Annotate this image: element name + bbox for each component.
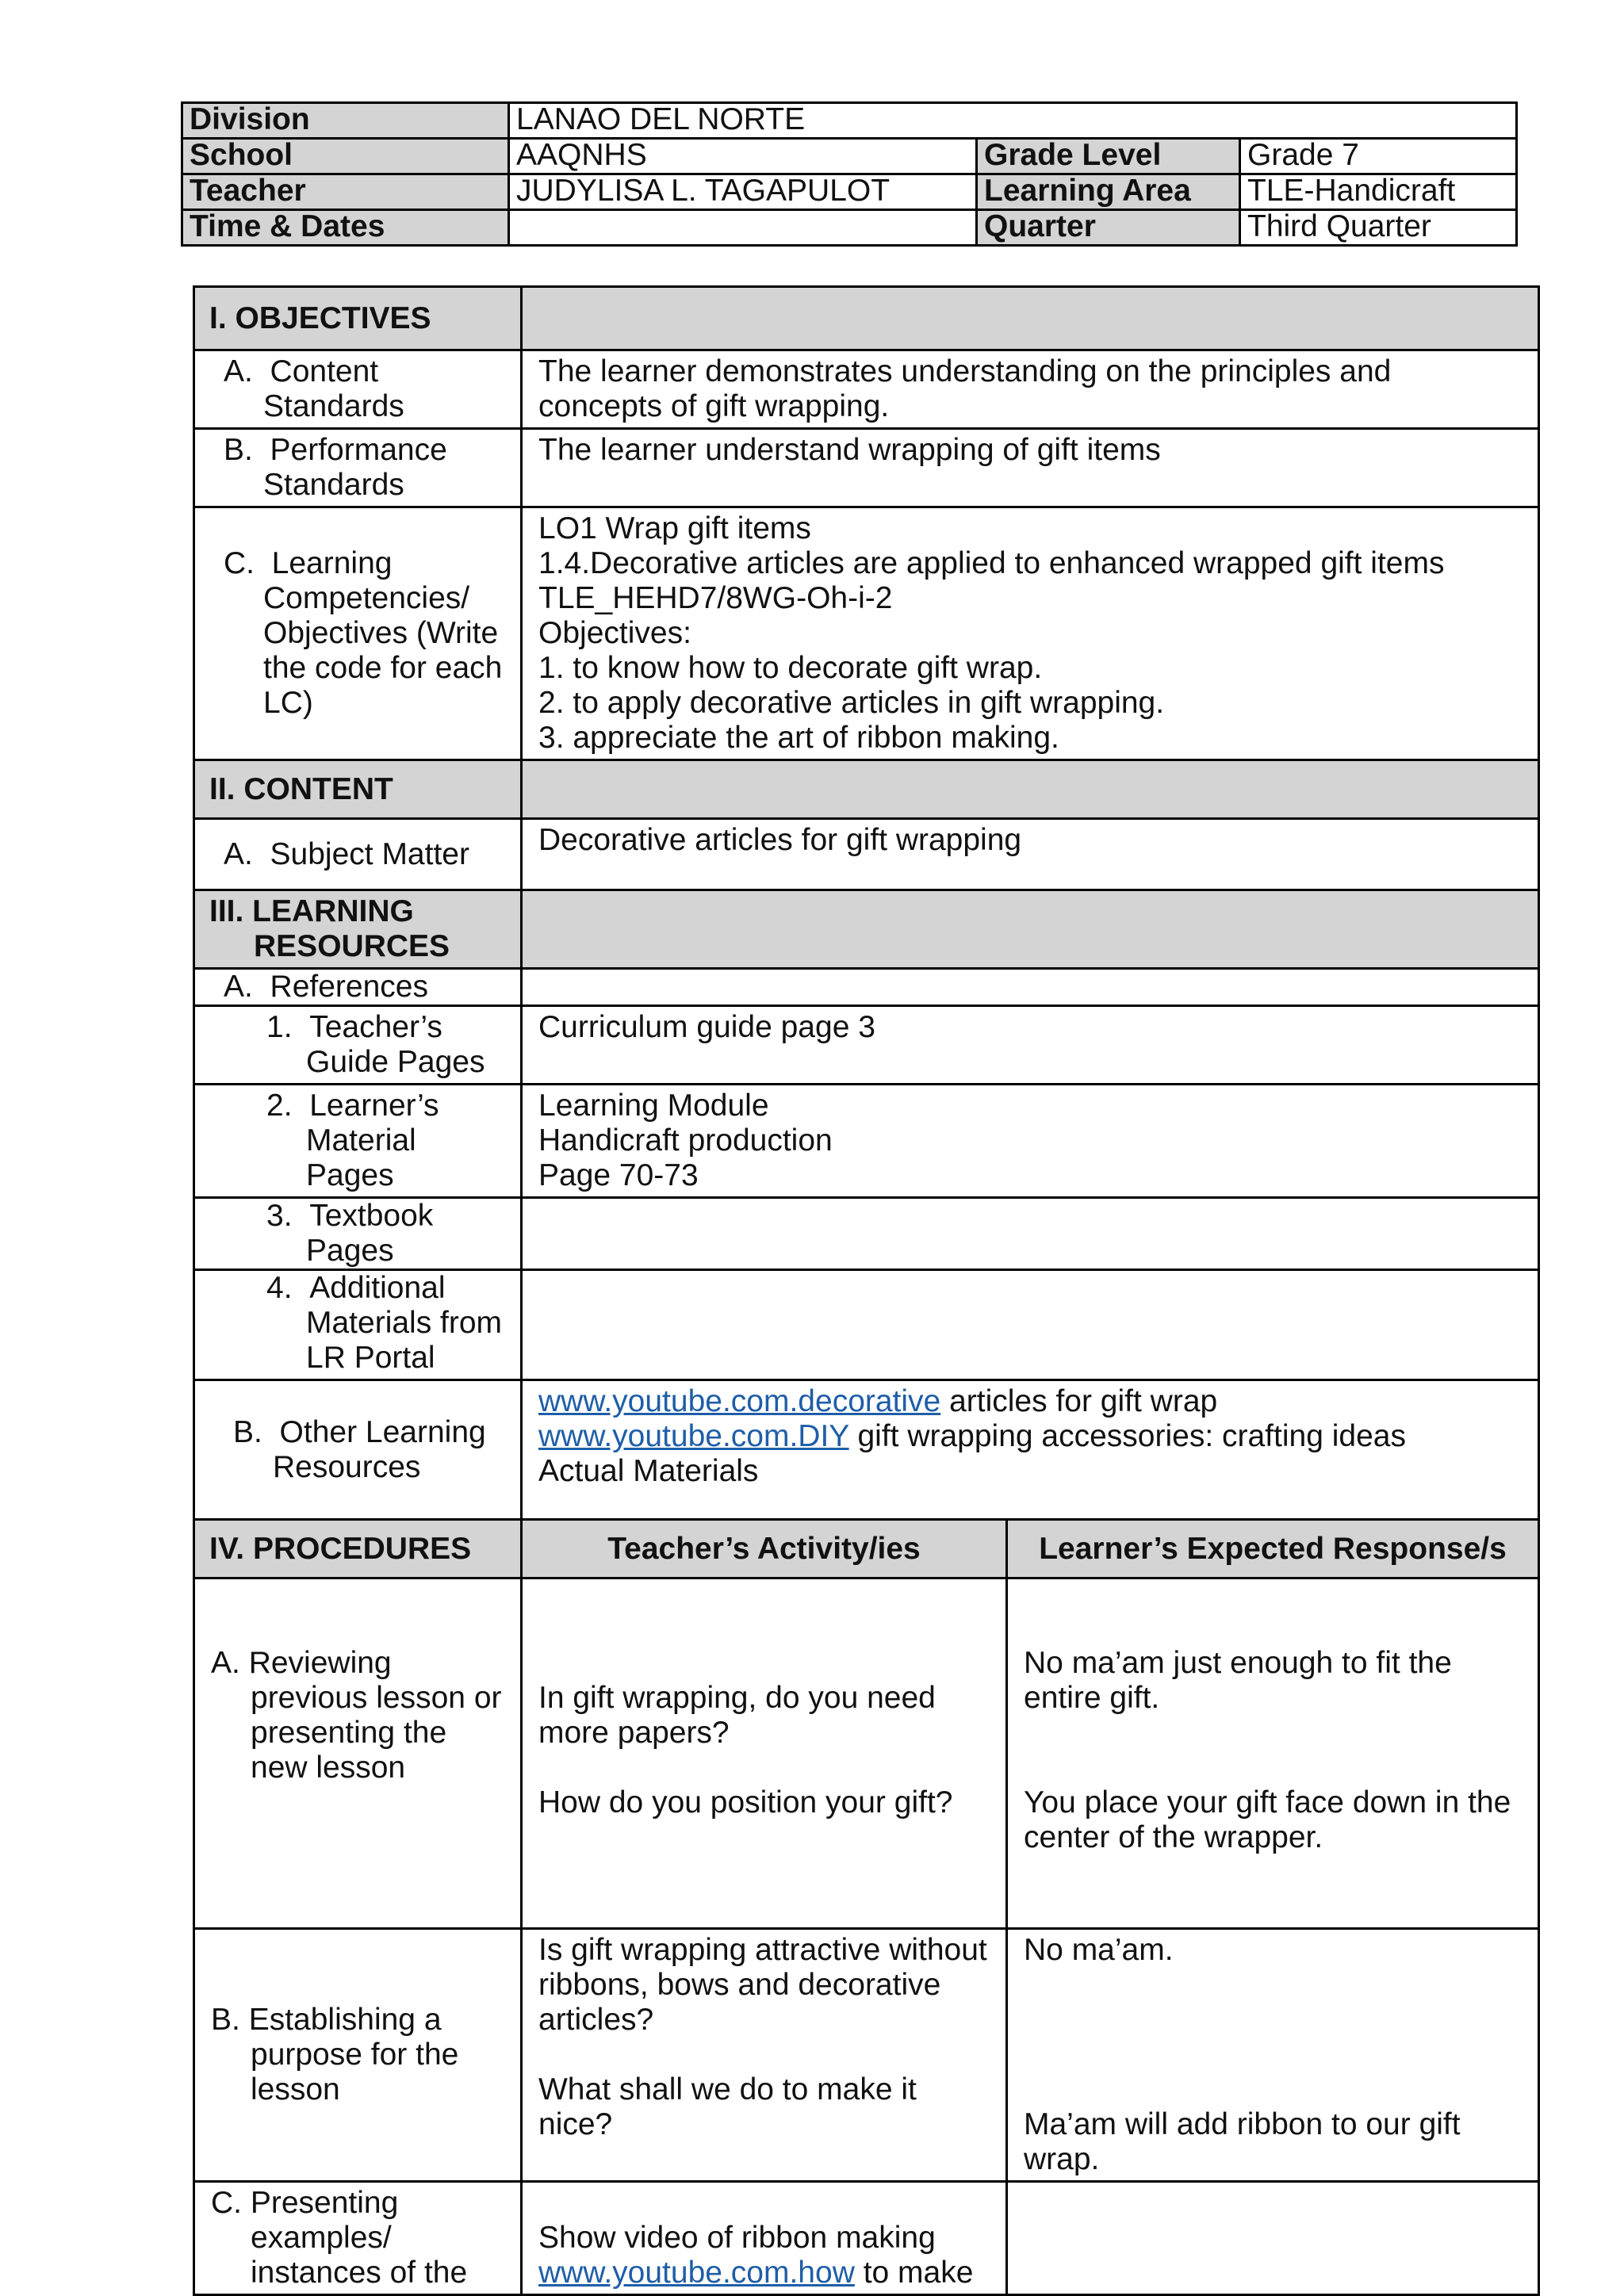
performance-standards-label: Performance Standards bbox=[263, 433, 447, 502]
content-standards-label-cell bbox=[194, 350, 522, 429]
performance-standards-label-cell bbox=[194, 429, 522, 507]
learners-material-label-cell bbox=[194, 1085, 522, 1198]
presenting-examples-label: Presenting examples/ instances of the bbox=[250, 2186, 468, 2290]
additional-materials-label-cell bbox=[194, 1270, 522, 1380]
performance-standards-value: The learner understand wrapping of gift items bbox=[522, 429, 1539, 507]
procedures-title: IV. PROCEDURES bbox=[194, 1520, 522, 1578]
resources-header-blank bbox=[522, 890, 1539, 969]
learning-area-value: TLE-Handicraft bbox=[1240, 174, 1517, 210]
establishing-purpose-label-cell bbox=[194, 1929, 522, 2182]
objectives-title: I. OBJECTIVES bbox=[194, 287, 522, 350]
teachers-guide-value: Curriculum guide page 3 bbox=[522, 1006, 1539, 1085]
content-standards-row bbox=[194, 350, 1539, 429]
reviewing-lesson-learner: No ma’am just enough to fit the entire gift. You place your gift face down in the center of the wrapper. bbox=[1007, 1578, 1539, 1929]
performance-standards-letter: B. bbox=[224, 433, 253, 467]
learning-competencies-label-cell bbox=[194, 507, 522, 760]
subject-matter-value: Decorative articles for gift wrapping bbox=[522, 819, 1539, 890]
textbook-pages-value bbox=[522, 1198, 1539, 1270]
references-value-blank bbox=[522, 969, 1539, 1006]
teachers-guide-number: 1. bbox=[266, 1010, 293, 1044]
lesson-plan-table bbox=[193, 285, 1540, 2296]
content-standards-letter: A. bbox=[224, 354, 253, 388]
subject-matter-label-cell bbox=[194, 819, 522, 890]
school-row bbox=[182, 139, 1517, 174]
presenting-examples-row bbox=[194, 2182, 1539, 2295]
presenting-examples-link-line bbox=[538, 2256, 990, 2290]
teacher-row bbox=[182, 174, 1517, 210]
additional-materials-number: 4. bbox=[266, 1271, 293, 1305]
establishing-purpose-learner: No ma’am. Ma’am will add ribbon to our gift wrap. bbox=[1007, 1929, 1539, 2182]
textbook-pages-label: Textbook Pages bbox=[306, 1199, 434, 1268]
teachers-guide-row bbox=[194, 1006, 1539, 1085]
content-standards-value: The learner demonstrates understanding on the principles and concepts of gift wrapping. bbox=[522, 350, 1539, 429]
teachers-guide-label-cell bbox=[194, 1006, 522, 1085]
grade-level-label: Grade Level bbox=[977, 139, 1240, 174]
reviewing-lesson-row bbox=[194, 1578, 1539, 1929]
time-dates-value bbox=[509, 210, 977, 246]
subject-matter-row bbox=[194, 819, 1539, 890]
establishing-purpose-label: Establishing a purpose for the lesson bbox=[248, 2003, 459, 2107]
references-row bbox=[194, 969, 1539, 1006]
ribbon-video-link[interactable]: www.youtube.com.how bbox=[538, 2256, 855, 2290]
learning-competencies-label: Learning Competencies/ Objectives (Write the code for each LC) bbox=[263, 546, 503, 720]
actual-materials-text: Actual Materials bbox=[538, 1454, 759, 1488]
presenting-examples-label-cell bbox=[194, 2182, 522, 2295]
reviewing-lesson-letter: A. bbox=[211, 1646, 240, 1680]
reviewing-lesson-label: Reviewing previous lesson or presenting the new lesson bbox=[248, 1646, 502, 1785]
additional-materials-value bbox=[522, 1270, 1539, 1380]
other-resources-label-cell bbox=[194, 1380, 522, 1520]
teacher-value: JUDYLISA L. TAGAPULOT bbox=[509, 174, 977, 210]
ribbon-video-text: to make bbox=[854, 2256, 974, 2290]
presenting-examples-teacher-cell bbox=[522, 2182, 1007, 2295]
teacher-label: Teacher bbox=[182, 174, 509, 210]
other-resources-line-1 bbox=[538, 1384, 1522, 1419]
division-value: LANAO DEL NORTE bbox=[509, 103, 1517, 139]
learners-material-value: Learning Module Handicraft production Page 70-73 bbox=[522, 1085, 1539, 1198]
resources-header-row bbox=[194, 890, 1539, 969]
reviewing-lesson-teacher: In gift wrapping, do you need more papers? How do you position your gift? bbox=[522, 1578, 1007, 1929]
school-label: School bbox=[182, 139, 509, 174]
decorative-articles-link[interactable]: www.youtube.com.decorative bbox=[538, 1384, 941, 1418]
references-label: References bbox=[270, 970, 428, 1004]
learning-competencies-value: LO1 Wrap gift items 1.4.Decorative articles are applied to enhanced wrapped gift items TLE_HEHD7/8WG-Oh-i-2 Objectives: 1. to know how to decorate gift wrap. 2. to apply decorative articles in gift wrapping. 3. appreciate the art of ribbon making. bbox=[522, 507, 1539, 760]
decorative-articles-text: articles for gift wrap bbox=[940, 1384, 1218, 1418]
division-label: Division bbox=[182, 103, 509, 139]
objectives-header-blank bbox=[522, 287, 1539, 350]
learning-competencies-row bbox=[194, 507, 1539, 760]
diy-accessories-link[interactable]: www.youtube.com.DIY bbox=[538, 1419, 849, 1453]
quarter-value: Third Quarter bbox=[1240, 210, 1517, 246]
subject-matter-letter: A. bbox=[224, 836, 253, 871]
performance-standards-row bbox=[194, 429, 1539, 507]
subject-matter-label: Subject Matter bbox=[270, 836, 469, 871]
learners-material-label: Learner’s Material Pages bbox=[306, 1089, 439, 1192]
references-label-cell bbox=[194, 969, 522, 1006]
content-title: II. CONTENT bbox=[194, 760, 522, 819]
additional-materials-label: Additional Materials from LR Portal bbox=[306, 1271, 503, 1375]
content-standards-label: Content Standards bbox=[263, 354, 404, 423]
learning-competencies-letter: C. bbox=[224, 546, 255, 580]
learners-material-number: 2. bbox=[266, 1089, 293, 1123]
grade-level-value: Grade 7 bbox=[1240, 139, 1517, 174]
objectives-header-row bbox=[194, 287, 1539, 350]
other-resources-line-2 bbox=[538, 1419, 1522, 1454]
teachers-guide-label: Teacher’s Guide Pages bbox=[306, 1010, 485, 1079]
other-resources-value-cell bbox=[522, 1380, 1539, 1520]
learner-response-header: Learner’s Expected Response/s bbox=[1007, 1520, 1539, 1578]
establishing-purpose-row bbox=[194, 1929, 1539, 2182]
time-dates-label: Time & Dates bbox=[182, 210, 509, 246]
other-resources-row bbox=[194, 1380, 1539, 1520]
textbook-pages-label-cell bbox=[194, 1198, 522, 1270]
teacher-activity-header: Teacher’s Activity/ies bbox=[522, 1520, 1007, 1578]
textbook-pages-number: 3. bbox=[266, 1199, 293, 1233]
establishing-purpose-teacher: Is gift wrapping attractive without ribbons, bows and decorative articles? What shall we do to make it nice? bbox=[522, 1929, 1007, 2182]
establishing-purpose-letter: B. bbox=[211, 2003, 240, 2037]
learning-area-label: Learning Area bbox=[977, 174, 1240, 210]
resources-title-cell bbox=[194, 890, 522, 969]
presenting-examples-letter: C. bbox=[211, 2186, 242, 2220]
time-row bbox=[182, 210, 1517, 246]
additional-materials-row bbox=[194, 1270, 1539, 1380]
resources-title: III. LEARNING RESOURCES bbox=[209, 894, 450, 963]
other-resources-letter: B. bbox=[233, 1414, 262, 1449]
procedures-header-row bbox=[194, 1520, 1539, 1578]
content-header-blank bbox=[522, 760, 1539, 819]
division-row bbox=[182, 103, 1517, 139]
header-table bbox=[181, 101, 1518, 247]
other-resources-label: Other Learning Resources bbox=[273, 1414, 486, 1484]
school-value: AAQNHS bbox=[509, 139, 977, 174]
learners-material-row bbox=[194, 1085, 1539, 1198]
quarter-label: Quarter bbox=[977, 210, 1240, 246]
references-letter: A. bbox=[224, 970, 253, 1004]
presenting-examples-teacher: Show video of ribbon making bbox=[538, 2221, 936, 2255]
content-header-row bbox=[194, 760, 1539, 819]
presenting-examples-learner bbox=[1007, 2182, 1539, 2295]
reviewing-lesson-label-cell bbox=[194, 1578, 522, 1929]
textbook-pages-row bbox=[194, 1198, 1539, 1270]
diy-accessories-text: gift wrapping accessories: crafting ideas bbox=[848, 1419, 1406, 1453]
